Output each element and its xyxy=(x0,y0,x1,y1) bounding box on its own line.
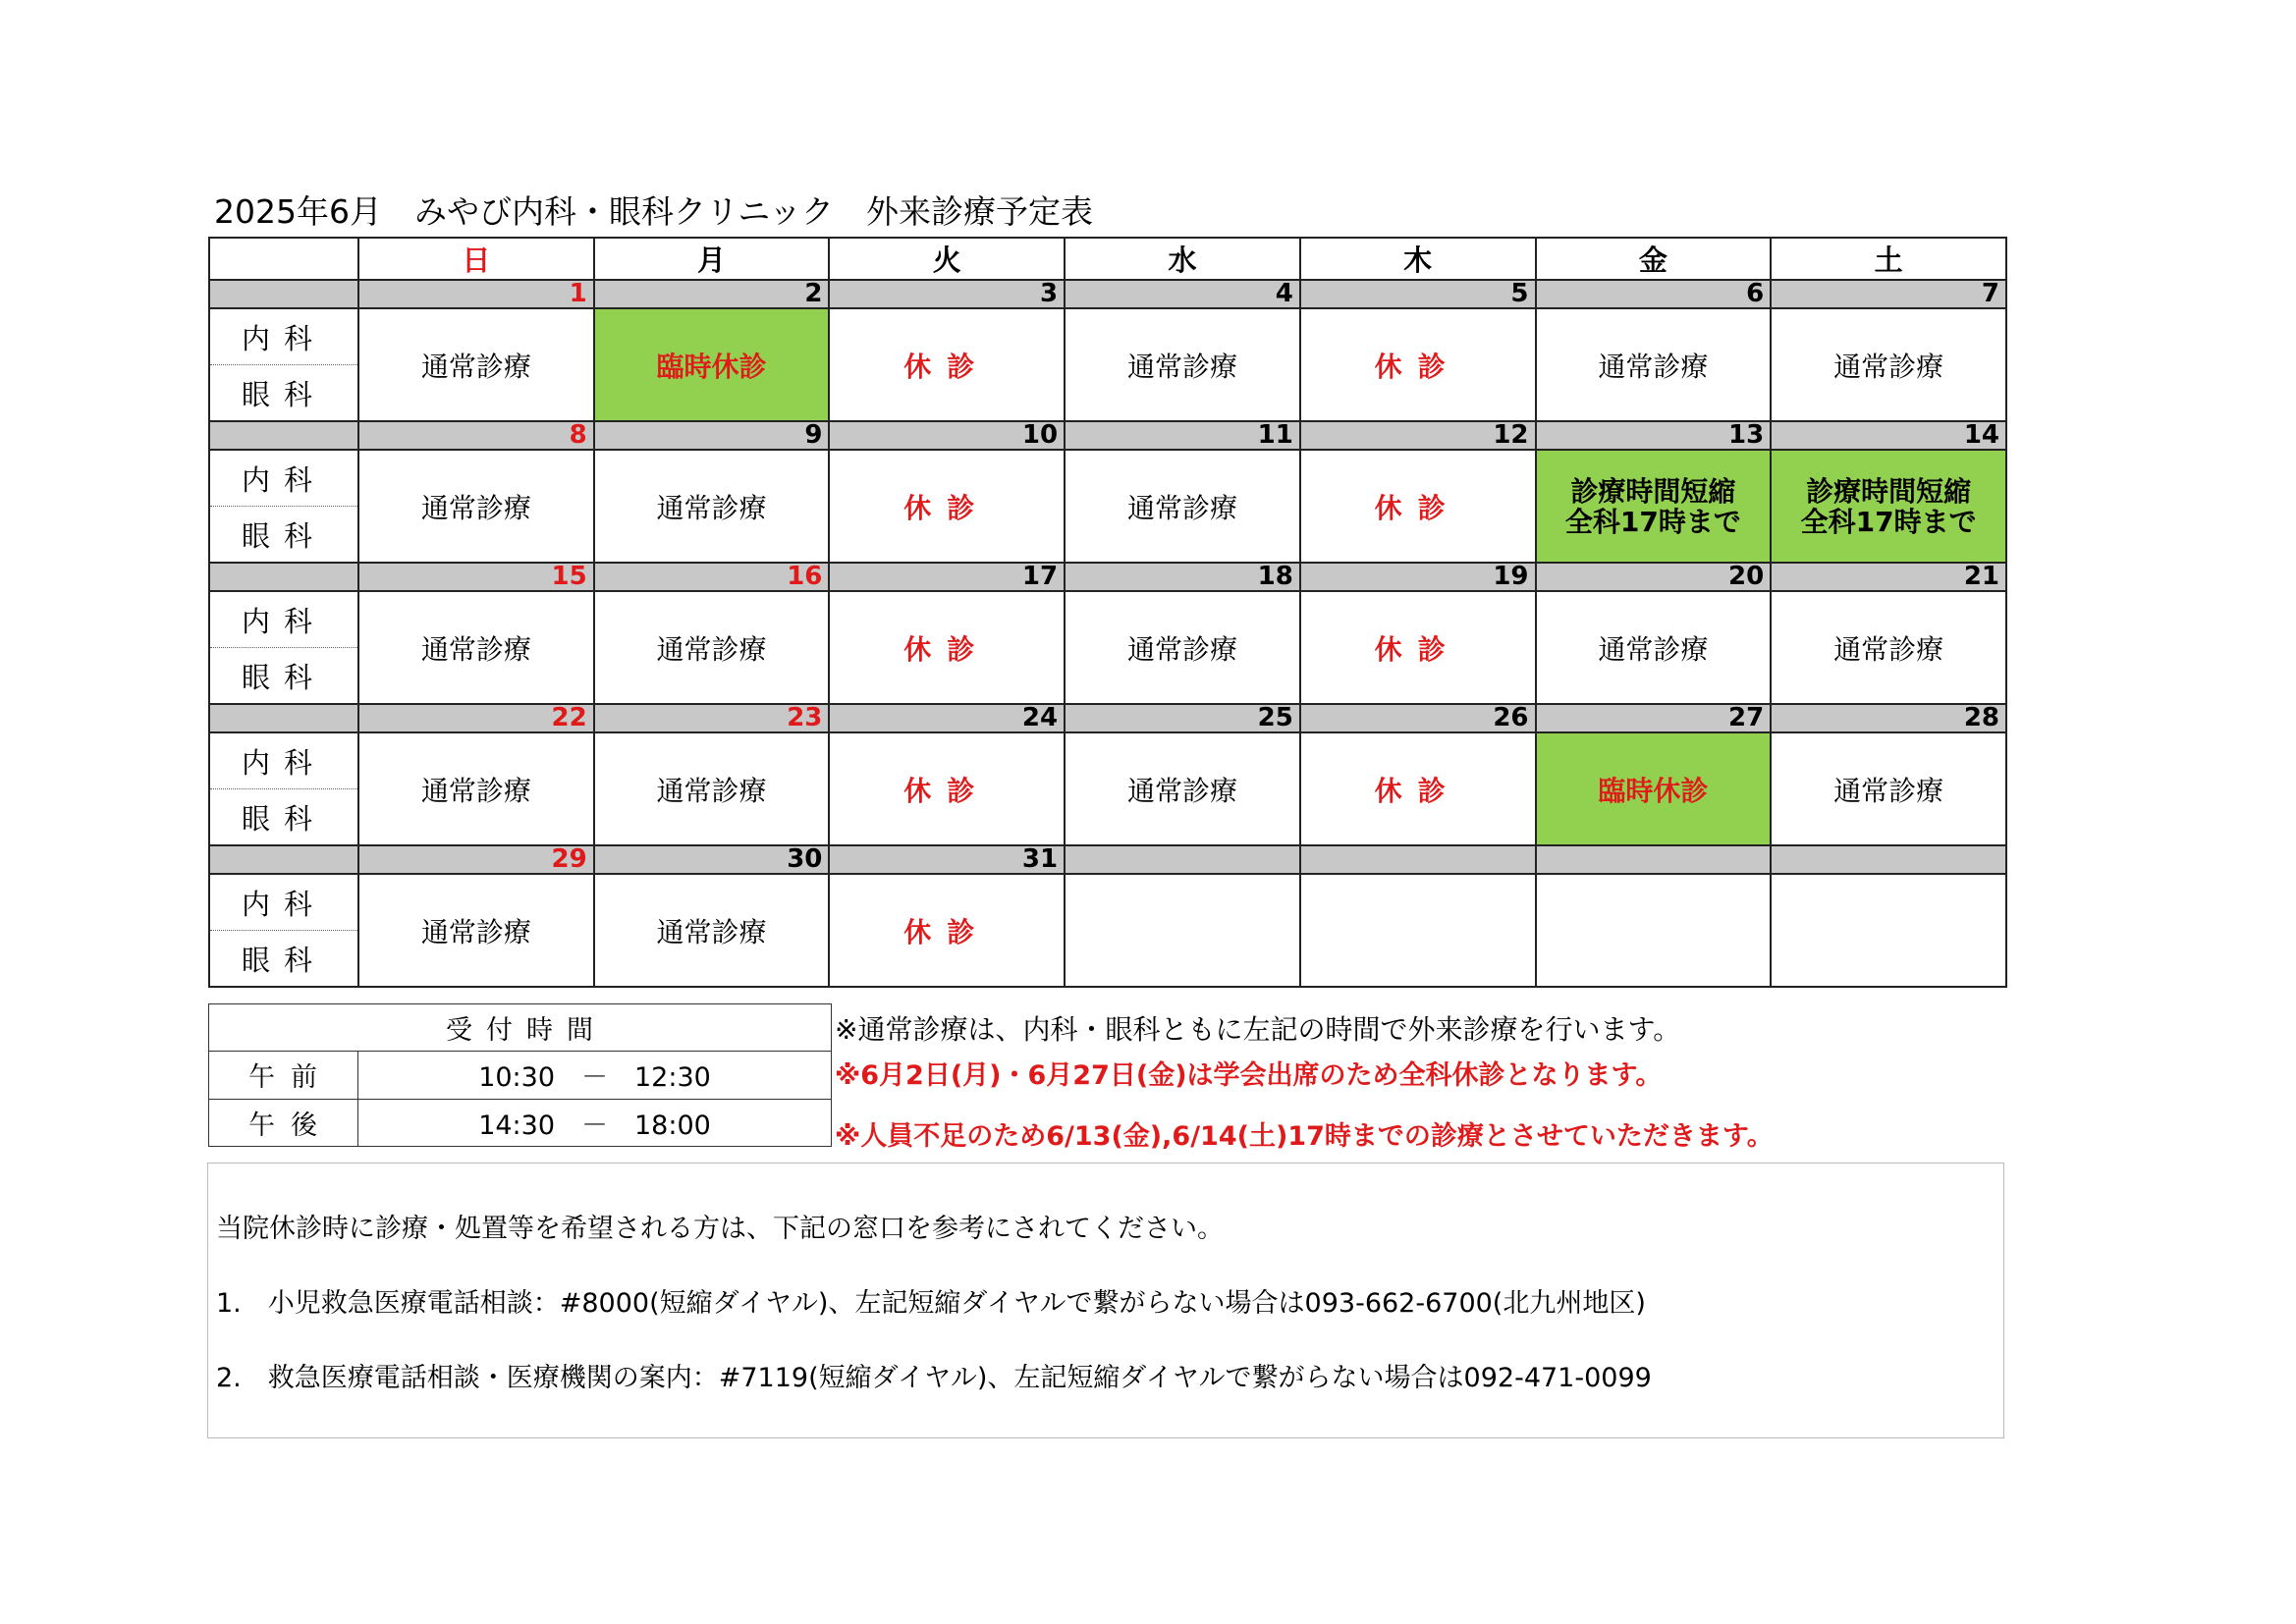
status-cell-closed: 休診 xyxy=(829,874,1065,987)
status-cell: 通常診療 xyxy=(1771,591,2006,704)
status-cell-closed: 休診 xyxy=(829,308,1065,421)
info-item-emergency: 2. 救急医療電話相談・医療機関の案内：#7119(短縮ダイヤル)、左記短縮ダイヤルで繋がらない場合は092-471-0099 xyxy=(216,1363,1652,1393)
note-short-hours: ※人員不足のため6/13(金),6/14(土)17時までの診療とさせていただきます。 xyxy=(835,1121,1774,1152)
dept-label-internal: 内科 xyxy=(209,874,358,931)
week-5-dates-row xyxy=(209,845,2006,874)
info-item-pediatric: 1. 小児救急医療電話相談：#8000(短縮ダイヤル)、左記短縮ダイヤルで繋がらない場合は093-662-6700(北九州地区) xyxy=(216,1288,1646,1319)
status-cell-short-hours xyxy=(1536,450,1772,563)
date-cell: 21 xyxy=(1771,563,2006,591)
status-cell: 通常診療 xyxy=(1065,732,1300,845)
date-cell: 25 xyxy=(1065,704,1300,732)
status-cell xyxy=(1300,874,1536,987)
reception-hours-table xyxy=(208,1003,832,1147)
dept-label-internal: 内科 xyxy=(209,308,358,365)
hours-time-pm: 14:30 － 18:00 xyxy=(358,1099,832,1146)
status-cell: 通常診療 xyxy=(1771,732,2006,845)
dates-row-label xyxy=(209,563,358,591)
status-cell-closed: 休診 xyxy=(1300,450,1536,563)
dept-label-eye: 眼科 xyxy=(209,365,358,422)
status-cell: 通常診療 xyxy=(1065,591,1300,704)
date-cell: 12 xyxy=(1300,421,1536,450)
short-hours-line2: 全科17時まで xyxy=(1564,505,1741,538)
short-hours-line1: 診療時間短縮 xyxy=(1806,474,1972,508)
dept-label-eye: 眼科 xyxy=(209,931,358,988)
date-cell: 20 xyxy=(1536,563,1772,591)
header-corner xyxy=(209,238,358,280)
date-cell: 6 xyxy=(1536,280,1772,308)
status-cell: 通常診療 xyxy=(358,450,594,563)
status-cell: 通常診療 xyxy=(1065,308,1300,421)
hours-header: 受付時間 xyxy=(209,1004,832,1052)
date-cell xyxy=(1771,845,2006,874)
dept-label-eye: 眼科 xyxy=(209,789,358,846)
short-hours-line2: 全科17時まで xyxy=(1800,505,1977,538)
dates-row-label xyxy=(209,704,358,732)
status-cell: 通常診療 xyxy=(594,591,830,704)
weekday-thu: 木 xyxy=(1300,238,1536,280)
date-cell: 31 xyxy=(829,845,1065,874)
dates-row-label xyxy=(209,280,358,308)
hours-period-pm: 午後 xyxy=(209,1099,358,1146)
date-cell: 1 xyxy=(358,280,594,308)
status-cell: 通常診療 xyxy=(358,732,594,845)
page-title: 2025年6月 みやび内科・眼科クリニック 外来診療予定表 xyxy=(214,192,1093,231)
week-5-status-row xyxy=(209,874,2006,931)
date-cell: 3 xyxy=(829,280,1065,308)
date-cell: 11 xyxy=(1065,421,1300,450)
date-cell: 30 xyxy=(594,845,830,874)
dates-row-label xyxy=(209,421,358,450)
status-cell: 通常診療 xyxy=(1536,591,1772,704)
date-cell xyxy=(1536,845,1772,874)
date-cell: 19 xyxy=(1300,563,1536,591)
status-cell-temp-closed: 臨時休診 xyxy=(594,308,830,421)
status-cell: 通常診療 xyxy=(594,450,830,563)
date-cell: 2 xyxy=(594,280,830,308)
short-hours-line1: 診療時間短縮 xyxy=(1570,474,1736,508)
week-3-dates-row xyxy=(209,563,2006,591)
date-cell: 13 xyxy=(1536,421,1772,450)
dept-label-eye: 眼科 xyxy=(209,507,358,564)
date-cell: 7 xyxy=(1771,280,2006,308)
weekday-sat: 土 xyxy=(1771,238,2006,280)
date-cell: 24 xyxy=(829,704,1065,732)
date-cell: 28 xyxy=(1771,704,2006,732)
dates-row-label xyxy=(209,845,358,874)
date-cell: 17 xyxy=(829,563,1065,591)
status-cell: 通常診療 xyxy=(358,308,594,421)
week-1-status-row xyxy=(209,308,2006,365)
week-1-dates-row xyxy=(209,280,2006,308)
week-4-status-row xyxy=(209,732,2006,789)
status-cell-closed: 休診 xyxy=(1300,308,1536,421)
schedule-calendar xyxy=(208,237,2007,988)
date-cell: 29 xyxy=(358,845,594,874)
status-cell-short-hours xyxy=(1771,450,2006,563)
status-cell-temp-closed: 臨時休診 xyxy=(1536,732,1772,845)
date-cell xyxy=(1065,845,1300,874)
date-cell: 27 xyxy=(1536,704,1772,732)
date-cell: 5 xyxy=(1300,280,1536,308)
status-cell-closed: 休診 xyxy=(1300,591,1536,704)
status-cell xyxy=(1771,874,2006,987)
date-cell: 10 xyxy=(829,421,1065,450)
emergency-info-box xyxy=(207,1163,2004,1438)
status-cell-closed: 休診 xyxy=(1300,732,1536,845)
dept-label-eye: 眼科 xyxy=(209,648,358,705)
status-cell: 通常診療 xyxy=(1065,450,1300,563)
status-cell xyxy=(1065,874,1300,987)
dept-label-internal: 内科 xyxy=(209,732,358,789)
dept-label-internal: 内科 xyxy=(209,450,358,507)
status-cell xyxy=(1536,874,1772,987)
date-cell: 26 xyxy=(1300,704,1536,732)
weekday-tue: 火 xyxy=(829,238,1065,280)
note-conference-closure: ※6月2日(月)・6月27日(金)は学会出席のため全科休診となります。 xyxy=(835,1060,1663,1091)
status-cell: 通常診療 xyxy=(1771,308,2006,421)
status-cell: 通常診療 xyxy=(594,732,830,845)
date-cell: 15 xyxy=(358,563,594,591)
weekday-mon: 月 xyxy=(594,238,830,280)
weekday-fri: 金 xyxy=(1536,238,1772,280)
weekday-header-row xyxy=(209,238,2006,280)
week-2-status-row xyxy=(209,450,2006,507)
status-cell: 通常診療 xyxy=(358,591,594,704)
date-cell: 9 xyxy=(594,421,830,450)
date-cell: 16 xyxy=(594,563,830,591)
weekday-wed: 水 xyxy=(1065,238,1300,280)
date-cell: 22 xyxy=(358,704,594,732)
date-cell xyxy=(1300,845,1536,874)
info-intro: 当院休診時に診療・処置等を希望される方は、下記の窓口を参考にされてください。 xyxy=(216,1214,1224,1244)
status-cell-closed: 休診 xyxy=(829,450,1065,563)
status-cell: 通常診療 xyxy=(358,874,594,987)
dept-label-internal: 内科 xyxy=(209,591,358,648)
week-4-dates-row xyxy=(209,704,2006,732)
weekday-sun: 日 xyxy=(358,238,594,280)
status-cell: 通常診療 xyxy=(1536,308,1772,421)
status-cell-closed: 休診 xyxy=(829,732,1065,845)
date-cell: 14 xyxy=(1771,421,2006,450)
hours-time-am: 10:30 － 12:30 xyxy=(358,1052,832,1099)
note-normal-hours: ※通常診療は、内科・眼科ともに左記の時間で外来診療を行います。 xyxy=(835,1013,1681,1046)
date-cell: 4 xyxy=(1065,280,1300,308)
week-3-status-row xyxy=(209,591,2006,648)
date-cell: 18 xyxy=(1065,563,1300,591)
hours-period-am: 午前 xyxy=(209,1052,358,1099)
date-cell: 23 xyxy=(594,704,830,732)
status-cell-closed: 休診 xyxy=(829,591,1065,704)
week-2-dates-row xyxy=(209,421,2006,450)
status-cell: 通常診療 xyxy=(594,874,830,987)
date-cell: 8 xyxy=(358,421,594,450)
